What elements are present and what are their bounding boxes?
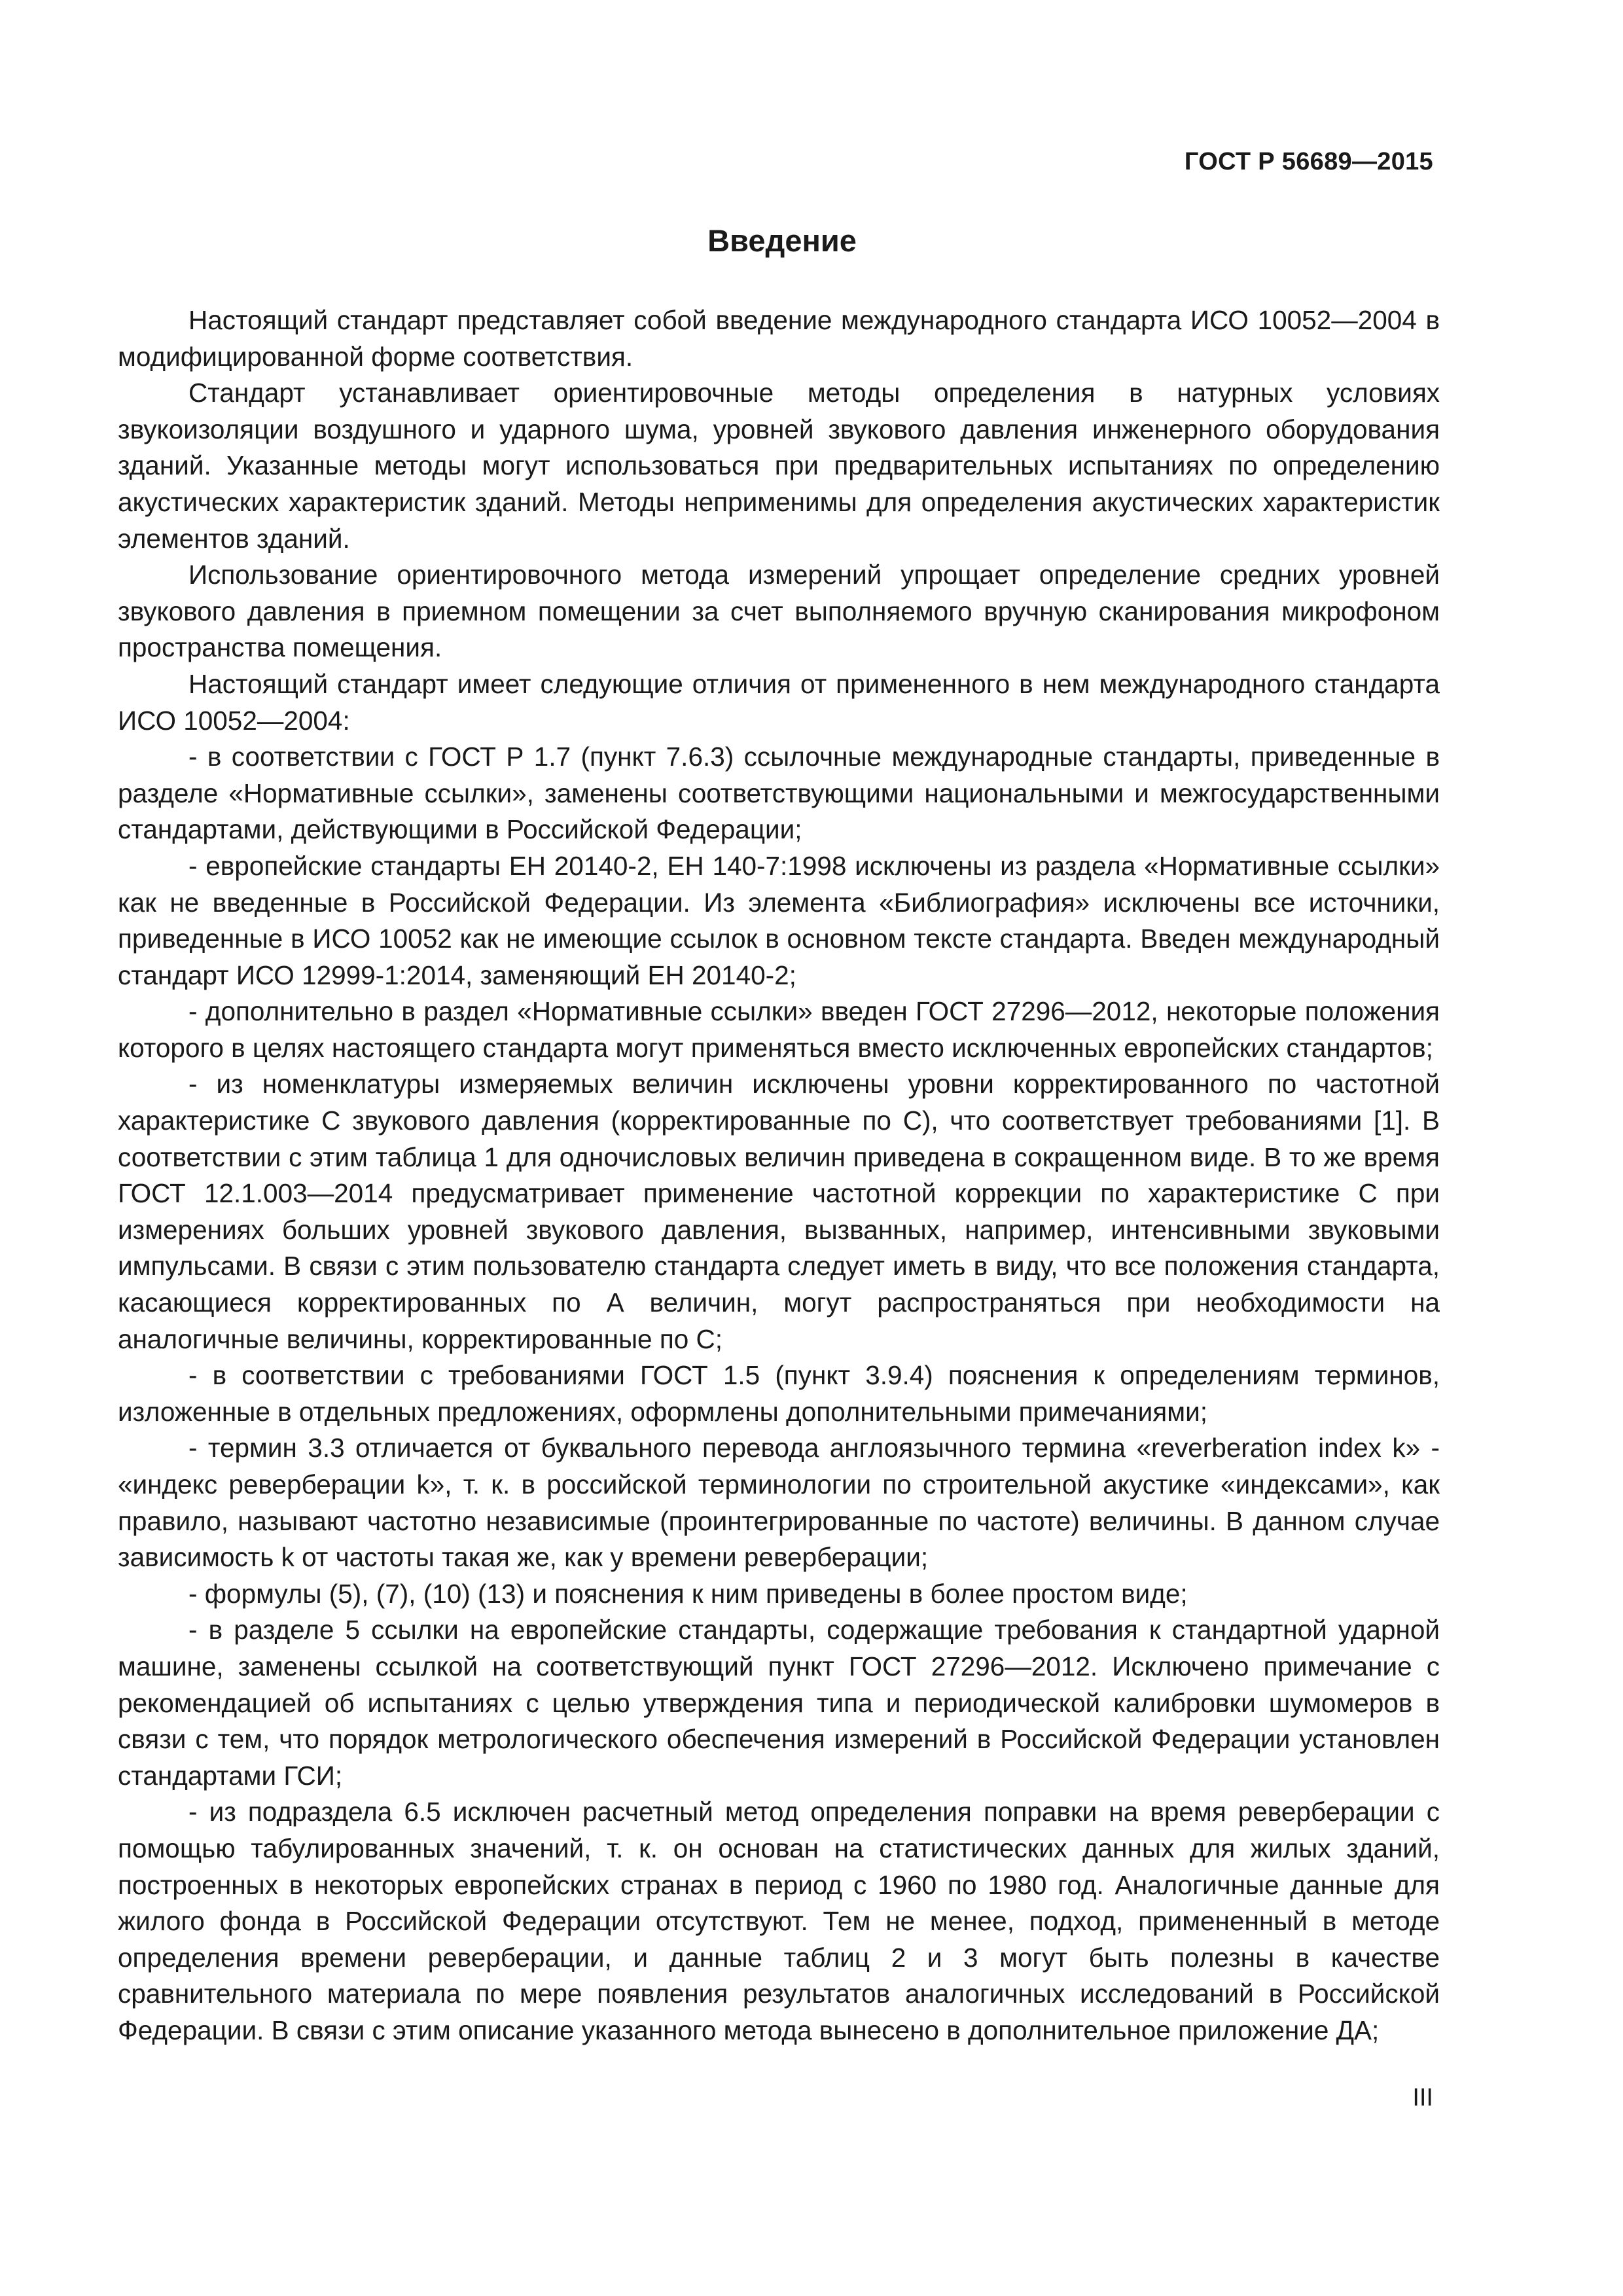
section-title: Введение xyxy=(707,223,857,258)
list-item: - из подраздела 6.5 исключен расчетный метод определения поправки на время реверберации с помощью табулированных значений, т. к. он основан на статистических данных для жилых зданий, построенных в некоторых европейских странах в период с 1960 по 1980 год. Аналогичные данные для жилого фонда в Российской Федерации отсутствуют. Тем не менее, подход, примененный в методе определения времени реверберации, и данные таблиц 2 и 3 могут быть полезны в качестве сравнительного материала по мере появления результатов аналогичных исследований в Российской Федерации. В связи с этим описание указанного метода вынесено в дополнительное приложение ДА; xyxy=(118,1797,1440,2045)
list-item: - в разделе 5 ссылки на европейские стандарты, содержащие требования к стандартной ударной машине, заменены ссылкой на соответствующий пункт ГОСТ 27296—2012. Исключено примечание с рекомендацией об испытаниях с целью утверждения типа и периодической калибровки шумомеров в связи с тем, что порядок метрологического обеспечения измерений в Российской Федерации установлен стандартами ГСИ; xyxy=(118,1615,1440,1791)
paragraph: Настоящий стандарт представляет собой введение международного стандарта ИСО 10052—2004 в модифицированной форме соответствия. xyxy=(118,305,1440,372)
list-item: - из номенклатуры измеряемых величин исключены уровни корректированного по частотной характеристике С звукового давления (корректированные по С), что соответствует требованиями [1]. В соответствии с этим таблица 1 для одночисловых величин приведена в сокращенном виде. В то же время ГОСТ 12.1.003—2014 предусматривает применение частотной коррекции по характеристике С при измерениях больших уровней звукового давления, вызванных, например, интенсивными звуковыми импульсами. В связи с этим пользователю стандарта следует иметь в виду, что все положения стандарта, касающиеся корректированных по А величин, могут распространяться при необходимости на аналогичные величины, корректированные по С; xyxy=(118,1069,1440,1354)
list-item: - формулы (5), (7), (10) (13) и пояснения к ним приведены в более простом виде; xyxy=(188,1578,1188,1609)
list-item: - в соответствии с ГОСТ Р 1.7 (пункт 7.6.3) ссылочные международные стандарты, приведенные в разделе «Нормативные ссылки», заменены соответствующими национальными и межгосударственными стандартами, действующими в Российской Федерации; xyxy=(118,742,1440,845)
document-code: ГОСТ Р 56689—2015 xyxy=(1184,148,1433,175)
paragraph: Стандарт устанавливает ориентировочные методы определения в натурных условиях звукоизоляции воздушного и ударного шума, уровней звукового давления инженерного оборудования зданий. Указанные методы могут использоваться при предварительных испытаниях по определению акустических характеристик зданий. Методы неприменимы для определения акустических характеристик элементов зданий. xyxy=(118,378,1440,554)
paragraph: Использование ориентировочного метода измерений упрощает определение средних уровней звукового давления в приемном помещении за счет выполняемого вручную сканирования микрофоном пространства помещения. xyxy=(118,560,1440,663)
list-item: - в соответствии с требованиями ГОСТ 1.5 (пункт 3.9.4) пояснения к определениям терминов, изложенные в отдельных предложениях, оформлены дополнительными примечаниями; xyxy=(118,1360,1440,1427)
list-item: - дополнительно в раздел «Нормативные ссылки» введен ГОСТ 27296—2012, некоторые положения которого в целях настоящего стандарта могут применяться вместо исключенных европейских стандартов; xyxy=(118,996,1440,1063)
paragraph: Настоящий стандарт имеет следующие отличия от примененного в нем международного стандарта ИСО 10052—2004: xyxy=(118,668,1440,736)
list-item: - европейские стандарты ЕН 20140-2, ЕН 140-7:1998 исключены из раздела «Нормативные ссылки» как не введенные в Российской Федерации. Из элемента «Библиография» исключены все источники, приведенные в ИСО 10052 как не имеющие ссылок в основном тексте стандарта. Введен международный стандарт ИСО 12999-1:2014, заменяющий ЕН 20140-2; xyxy=(118,850,1440,990)
page-number: III xyxy=(1412,2084,1433,2111)
body-text xyxy=(118,302,1440,2049)
list-item: - термин 3.3 отличается от буквального перевода англоязычного термина «reverberation index k» - «индекс реверберации k», т. к. в российской терминологии по строительной акустике «индексами», как правило, называют частотно независимые (проинтегрированные по частоте) величины. В данном случае зависимость k от частоты такая же, как у времени реверберации; xyxy=(118,1433,1440,1573)
